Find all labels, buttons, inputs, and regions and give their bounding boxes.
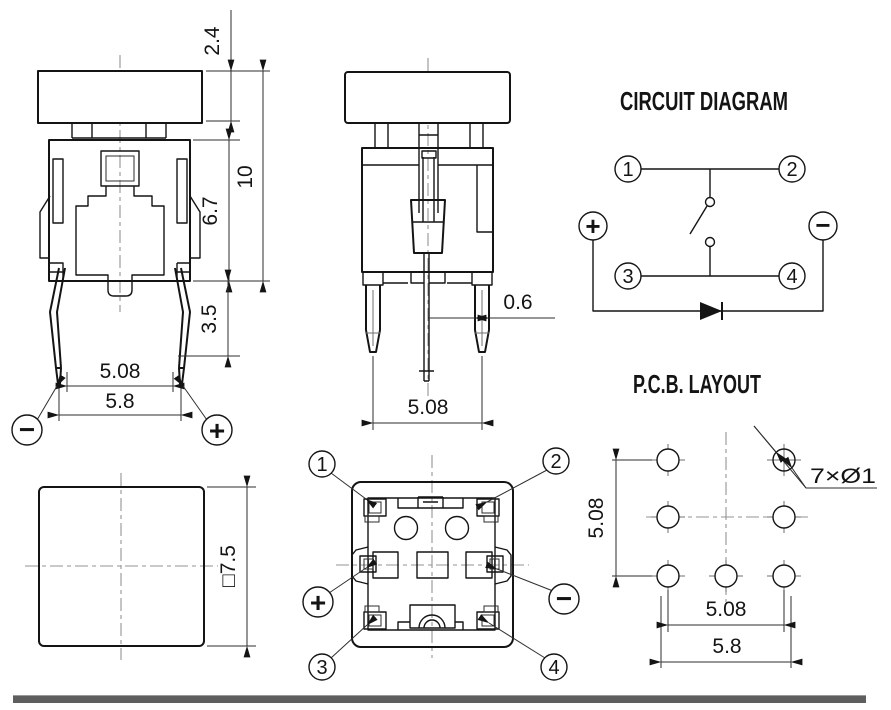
bottom-led-hole-right: [446, 517, 469, 540]
front-clip-strip-right: [177, 159, 187, 223]
circuit-plus-label: +: [585, 211, 601, 241]
bottom-terminal-4-pad: [477, 606, 499, 629]
pcb-hole-bottom-center: [715, 565, 737, 587]
dim-cap-square-label: □7.5: [217, 545, 240, 587]
bottom-pin4-label: 4: [548, 657, 560, 679]
circuit-pin3-label: 3: [622, 266, 634, 288]
pcb-hole-bottom-left: [657, 565, 679, 587]
circuit-contact-top: [706, 198, 715, 207]
circuit-minus-label: −: [815, 210, 831, 240]
bottom-pin1-leader: [331, 473, 366, 499]
front-minus-label: −: [18, 414, 36, 445]
pcb-v-extension-lines: [612, 460, 652, 576]
pcb-hole-note-arrow-out: [792, 468, 806, 488]
front-cap: [38, 71, 202, 123]
bottom-minus-leader: [497, 569, 553, 591]
dim-total-height-label: 10: [234, 165, 257, 189]
circuit-diagram: [579, 86, 837, 320]
top-view: [25, 473, 256, 660]
circuit-pin2-label: 2: [786, 159, 798, 181]
circuit-diode: [700, 302, 722, 320]
circuit-diagram-title: CIRCUIT DIAGRAM: [620, 86, 788, 116]
front-minus-leader: [37, 386, 57, 420]
circuit-pin4-label: 4: [786, 266, 798, 288]
bottom-pin3-leader: [331, 625, 367, 658]
dim-span-outer-label: 5.8: [105, 390, 135, 413]
front-clip-strip-left: [53, 159, 63, 223]
pcb-hole-mid-right: [773, 506, 795, 528]
pcb-hole-mid-left: [657, 506, 679, 528]
front-stem: [72, 123, 166, 138]
side-cap: [345, 72, 510, 123]
bottom-pin2-label: 2: [550, 451, 562, 473]
bottom-pin4-leader: [489, 623, 545, 658]
bottom-terminal-2-pad: [477, 499, 499, 522]
pcb-hole-top-left: [657, 449, 679, 471]
bottom-plus-label: +: [309, 587, 327, 618]
dim-span-inner-label: 5.08: [99, 360, 141, 383]
bottom-pin3-label: 3: [316, 657, 328, 679]
dim-pcb-horizontal-label: 5.08: [705, 598, 747, 621]
front-plus-label: +: [208, 415, 226, 446]
front-plus-leader: [183, 386, 207, 420]
dim-pin-pitch-label: 5.08: [407, 396, 449, 419]
pcb-layout: [585, 369, 877, 668]
bottom-pin1-label: 1: [316, 454, 328, 476]
pcb-hole-note-label: 7×Ø1: [810, 465, 876, 488]
pcb-hole-bottom-right: [773, 565, 795, 587]
circuit-contact-bottom: [706, 238, 715, 247]
bottom-bottom-strip: [398, 622, 463, 630]
front-lead-left: [50, 268, 65, 384]
dim-pcb-outer-label: 5.8: [712, 635, 742, 658]
bottom-plus-terminal-detail: [364, 559, 373, 569]
bottom-plus-leader: [329, 568, 366, 593]
side-stem: [375, 123, 483, 148]
pcb-hole-note-arrow-in: [754, 426, 776, 452]
bottom-pin2-leader: [487, 470, 547, 502]
dim-cap-height-label: 2.4: [201, 26, 224, 56]
front-view: [12, 10, 270, 446]
bottom-view: [303, 448, 579, 680]
bottom-minus-label: −: [555, 583, 573, 614]
footer-bar-rule: [13, 696, 866, 703]
dim-body-height-label: 6.7: [199, 196, 222, 226]
footer-bar: [13, 695, 866, 703]
front-lead-right: [175, 268, 190, 384]
pcb-layout-title: P.C.B. LAYOUT: [633, 369, 762, 399]
circuit-pin1-label: 1: [622, 159, 634, 181]
top-view-cap: [39, 487, 204, 646]
dim-pcb-vertical-label: 5.08: [585, 497, 608, 539]
side-view: [345, 58, 555, 430]
dim-lead-offset-label: 3.5: [198, 304, 221, 334]
bottom-led-hole-left: [395, 517, 418, 540]
dim-pin-width-label: 0.6: [503, 291, 533, 314]
